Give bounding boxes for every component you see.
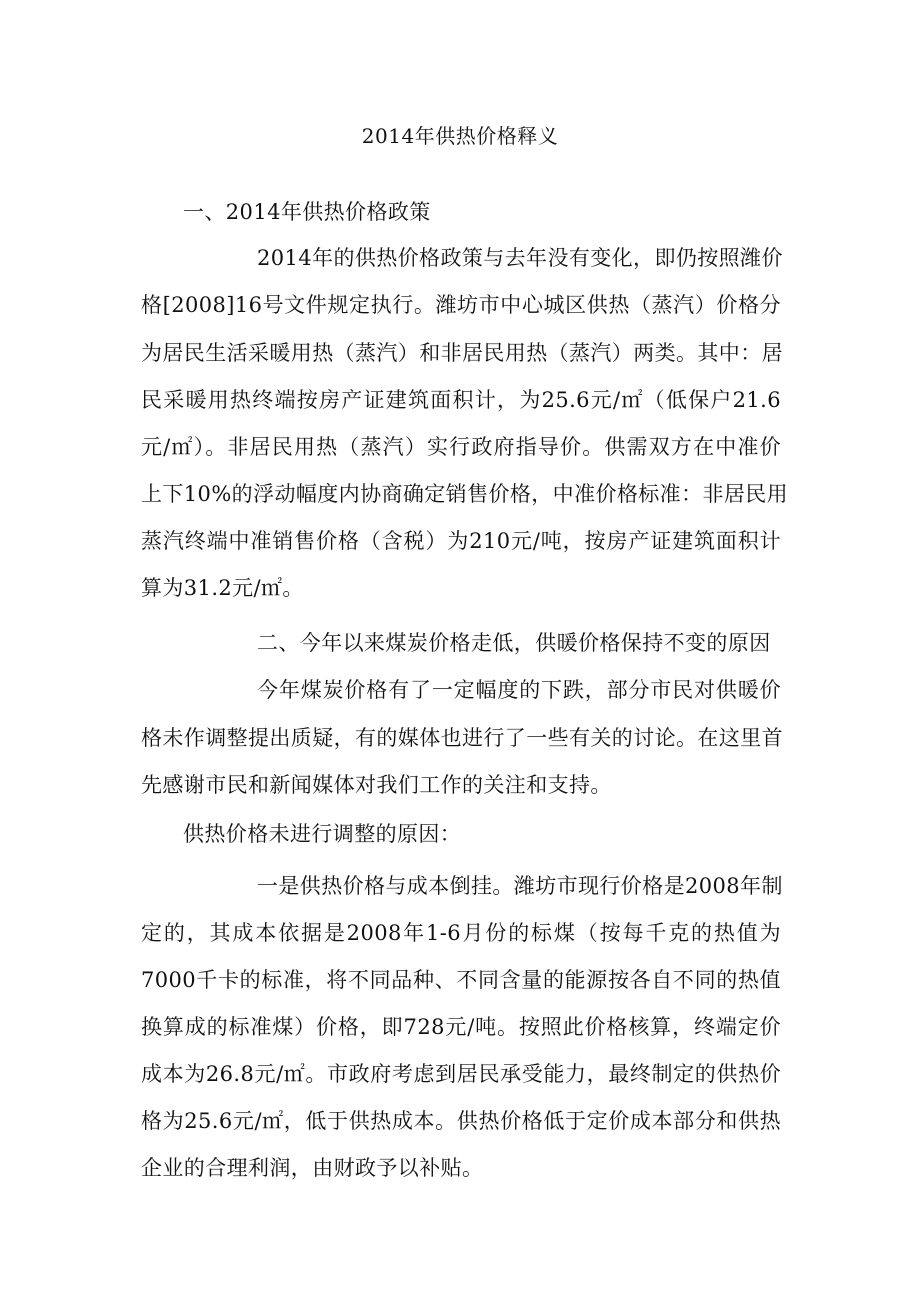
paragraph-3-line-2: 定的，其成本依据是2008年1-6月份的标煤（按每千克的热值为	[141, 921, 781, 945]
paragraph-1-line-3: 为居民生活采暖用热（蒸汽）和非居民用热（蒸汽）两类。其中：居	[141, 341, 783, 365]
section-heading-2: 二、今年以来煤炭价格走低，供暖价格保持不变的原因	[257, 631, 771, 655]
paragraph-1-line-1: 2014年的供热价格政策与去年没有变化，即仍按照潍价	[257, 246, 783, 270]
paragraph-2-line-1: 今年煤炭价格有了一定幅度的下跌，部分市民对供暖价	[257, 678, 781, 702]
section-heading-1: 一、2014年供热价格政策	[183, 200, 431, 224]
section-heading-3: 供热价格未进行调整的原因：	[183, 822, 462, 846]
paragraph-2-line-2: 格未作调整提出质疑，有的媒体也进行了一些有关的讨论。在这里首	[141, 726, 783, 750]
paragraph-3-line-1: 一是供热价格与成本倒挂。潍坊市现行价格是2008年制	[257, 874, 783, 898]
paragraph-3-line-4: 换算成的标准煤）价格，即728元/吨。按照此价格核算，终端定价	[141, 1015, 781, 1039]
paragraph-3-line-3: 7000千卡的标准，将不同品种、不同含量的能源按各自不同的热值	[141, 968, 781, 992]
paragraph-1-line-6: 上下10%的浮动幅度内协商确定销售价格，中准价格标准：非居民用	[141, 482, 789, 506]
paragraph-1-line-5: 元/㎡）。非居民用热（蒸汽）实行政府指导价。供需双方在中准价	[141, 435, 781, 459]
paragraph-1-line-2: 格[2008]16号文件规定执行。潍坊市中心城区供热（蒸汽）价格分	[141, 293, 781, 317]
paragraph-1-line-4: 民采暖用热终端按房产证建筑面积计，为25.6元/㎡（低保户21.6	[141, 388, 781, 412]
paragraph-3-line-7: 企业的合理利润，由财政予以补贴。	[141, 1156, 484, 1180]
paragraph-3-line-5: 成本为26.8元/㎡。市政府考虑到居民承受能力，最终制定的供热价	[141, 1062, 781, 1086]
paragraph-1-line-8: 算为31.2元/㎡。	[141, 576, 304, 600]
paragraph-2-line-3: 先感谢市民和新闻媒体对我们工作的关注和支持。	[141, 773, 612, 797]
document-title: 2014年供热价格释义	[361, 124, 559, 148]
paragraph-3-line-6: 格为25.6元/㎡，低于供热成本。供热价格低于定价成本部分和供热	[141, 1109, 781, 1133]
paragraph-1-line-7: 蒸汽终端中准销售价格（含税）为210元/吨，按房产证建筑面积计	[141, 529, 781, 553]
